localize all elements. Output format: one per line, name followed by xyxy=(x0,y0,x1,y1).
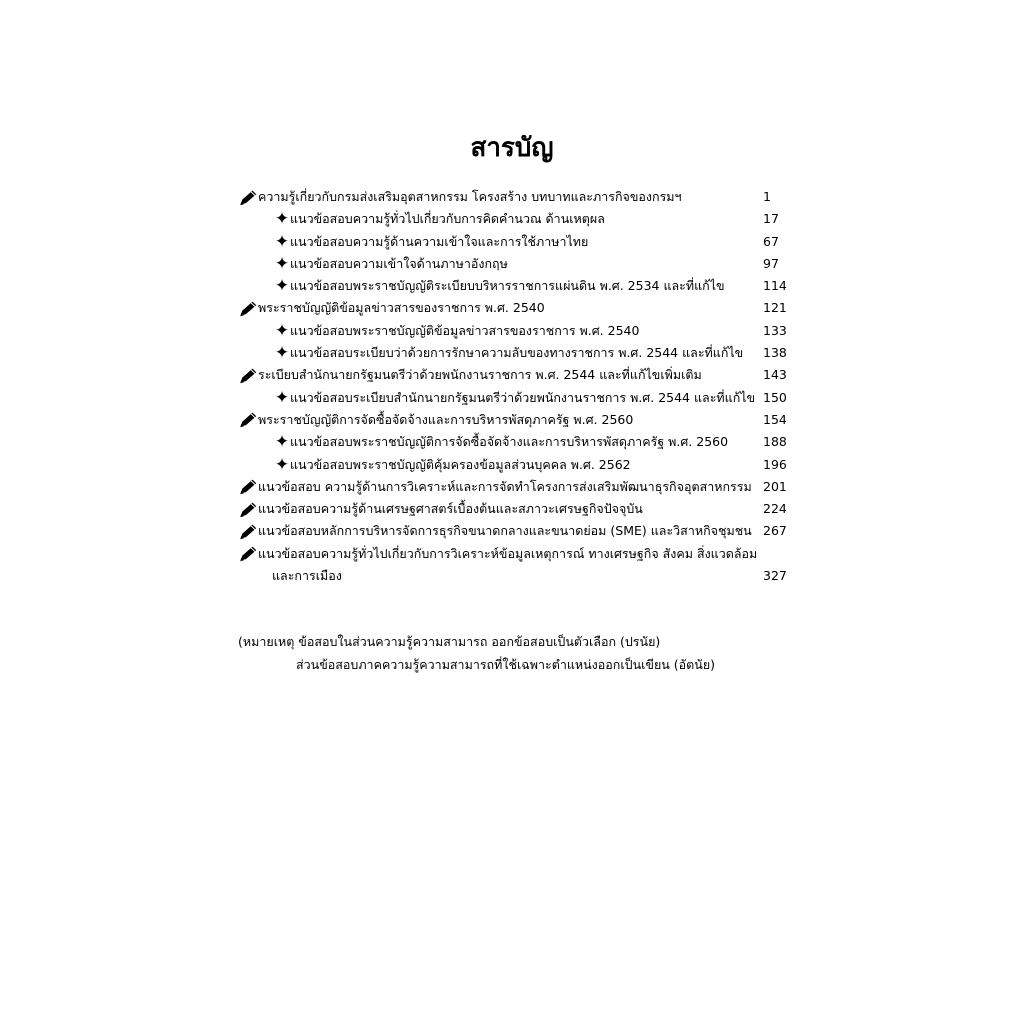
star-icon: ✦ xyxy=(274,253,290,274)
toc-entry-title: แนวข้อสอบระเบียบว่าด้วยการรักษาความลับของทางราชการ พ.ศ. 2544 และที่แก้ไข xyxy=(290,345,744,361)
footnote-line-1: (หมายเหตุ ข้อสอบในส่วนความรู้ความสามารถ ออกข้อสอบเป็นตัวเลือก (ปรนัย) xyxy=(238,634,661,649)
toc-entry xyxy=(238,431,798,453)
star-icon: ✦ xyxy=(274,343,290,364)
toc-entry-page: 201 xyxy=(763,478,787,494)
toc-entry-page: 67 xyxy=(763,233,779,249)
toc-entry-title: แนวข้อสอบความรู้ทั่วไปเกี่ยวกับการคิดคำนวณ ด้านเหตุผล xyxy=(290,211,605,227)
toc-entry-title: แนวข้อสอบพระราชบัญญัติคุ้มครองข้อมูลส่วนบุคคล พ.ศ. 2562 xyxy=(290,456,631,472)
toc-entry-page: 196 xyxy=(763,456,787,472)
toc-entry-title: และการเมือง xyxy=(272,568,342,584)
toc-entry-title: แนวข้อสอบหลักการบริหารจัดการธุรกิจขนาดกลางและขนาดย่อม (SME) และวิสาหกิจชุมชน xyxy=(258,523,752,539)
toc-entry-page: 121 xyxy=(763,300,787,316)
toc-entry xyxy=(238,320,798,342)
toc-entry-page: 267 xyxy=(763,523,787,539)
pencil-icon xyxy=(238,498,258,520)
toc-entry-page: 1 xyxy=(763,189,771,204)
pencil-icon xyxy=(238,364,258,386)
toc-entry-page: 327 xyxy=(763,568,787,584)
toc-entry-page: 154 xyxy=(763,411,787,427)
pencil-icon xyxy=(238,186,258,208)
pencil-icon xyxy=(238,297,258,319)
star-icon: ✦ xyxy=(274,454,290,475)
toc-entry xyxy=(238,364,798,386)
table-of-contents xyxy=(238,186,798,587)
star-icon: ✦ xyxy=(274,231,290,252)
footnote-line-2: ส่วนข้อสอบภาคความรู้ความสามารถที่ใช้เฉพาะตำแหน่งออกเป็นเขียน (อัตนัย) xyxy=(296,657,716,672)
star-icon: ✦ xyxy=(274,432,290,453)
pencil-icon xyxy=(238,476,258,498)
toc-entry-title: พระราชบัญญัติข้อมูลข่าวสารของราชการ พ.ศ. 2540 xyxy=(258,300,545,316)
toc-entry-page: 97 xyxy=(763,255,779,271)
toc-entry-title: แนวข้อสอบความรู้ทั่วไปเกี่ยวกับการวิเคราะห์ข้อมูลเหตุการณ์ ทางเศรษฐกิจ สังคม สิ่งแวดล้อม xyxy=(258,545,758,561)
toc-entry xyxy=(238,253,798,275)
footnote xyxy=(238,630,715,676)
toc-entry-page: 114 xyxy=(763,278,787,294)
toc-entry xyxy=(238,186,798,208)
toc-entry-title: แนวข้อสอบระเบียบสำนักนายกรัฐมนตรีว่าด้วยพนักงานราชการ พ.ศ. 2544 และที่แก้ไข xyxy=(290,389,756,405)
toc-entry xyxy=(238,454,798,476)
toc-entry xyxy=(238,275,798,297)
star-icon: ✦ xyxy=(274,209,290,230)
pencil-icon xyxy=(238,543,258,565)
toc-entry-title: แนวข้อสอบความเข้าใจด้านภาษาอังกฤษ xyxy=(290,255,508,271)
toc-entry-title: แนวข้อสอบพระราชบัญญัติการจัดซื้อจัดจ้างและการบริหารพัสดุภาครัฐ พ.ศ. 2560 xyxy=(290,434,729,450)
star-icon: ✦ xyxy=(274,320,290,341)
toc-entry xyxy=(238,297,798,319)
toc-entry-title: แนวข้อสอบความรู้ด้านเศรษฐศาสตร์เบื้องต้นและสภาวะเศรษฐกิจปัจจุบัน xyxy=(258,501,643,517)
toc-entry-page: 138 xyxy=(763,345,787,361)
toc-entry-page: 150 xyxy=(763,389,787,405)
toc-entry xyxy=(238,342,798,364)
toc-entry-page: 188 xyxy=(763,434,787,450)
toc-entry xyxy=(238,498,798,520)
toc-entry-title: ความรู้เกี่ยวกับกรมส่งเสริมอุตสาหกรรม โครงสร้าง บทบาทและภารกิจของกรมฯ xyxy=(258,189,682,204)
toc-entry xyxy=(238,565,798,587)
toc-entry xyxy=(238,543,798,565)
toc-entry-title: แนวข้อสอบความรู้ด้านความเข้าใจและการใช้ภาษาไทย xyxy=(290,233,589,249)
pencil-icon xyxy=(238,520,258,542)
toc-entry xyxy=(238,231,798,253)
toc-entry-title: แนวข้อสอบ ความรู้ด้านการวิเคราะห์และการจัดทำโครงการส่งเสริมพัฒนาธุรกิจอุตสาหกรรม xyxy=(258,478,752,494)
toc-entry-title: แนวข้อสอบพระราชบัญญัติระเบียบบริหารราชการแผ่นดิน พ.ศ. 2534 และที่แก้ไข xyxy=(290,278,725,294)
toc-entry xyxy=(238,409,798,431)
toc-entry xyxy=(238,208,798,230)
toc-entry xyxy=(238,387,798,409)
toc-entry xyxy=(238,520,798,542)
star-icon: ✦ xyxy=(274,387,290,408)
toc-entry-page: 17 xyxy=(763,211,779,227)
toc-entry xyxy=(238,476,798,498)
page-title: สารบัญ xyxy=(470,133,554,163)
toc-entry-title: ระเบียบสำนักนายกรัฐมนตรีว่าด้วยพนักงานราชการ พ.ศ. 2544 และที่แก้ไขเพิ่มเติม xyxy=(258,367,702,383)
toc-entry-title: แนวข้อสอบพระราชบัญญัติข้อมูลข่าวสารของราชการ พ.ศ. 2540 xyxy=(290,322,640,338)
pencil-icon xyxy=(238,409,258,431)
toc-entry-title: พระราชบัญญัติการจัดซื้อจัดจ้างและการบริหารพัสดุภาครัฐ พ.ศ. 2560 xyxy=(258,411,634,427)
star-icon: ✦ xyxy=(274,276,290,297)
toc-entry-page: 133 xyxy=(763,322,787,338)
toc-entry-page: 224 xyxy=(763,501,787,517)
toc-entry-page: 143 xyxy=(763,367,787,383)
